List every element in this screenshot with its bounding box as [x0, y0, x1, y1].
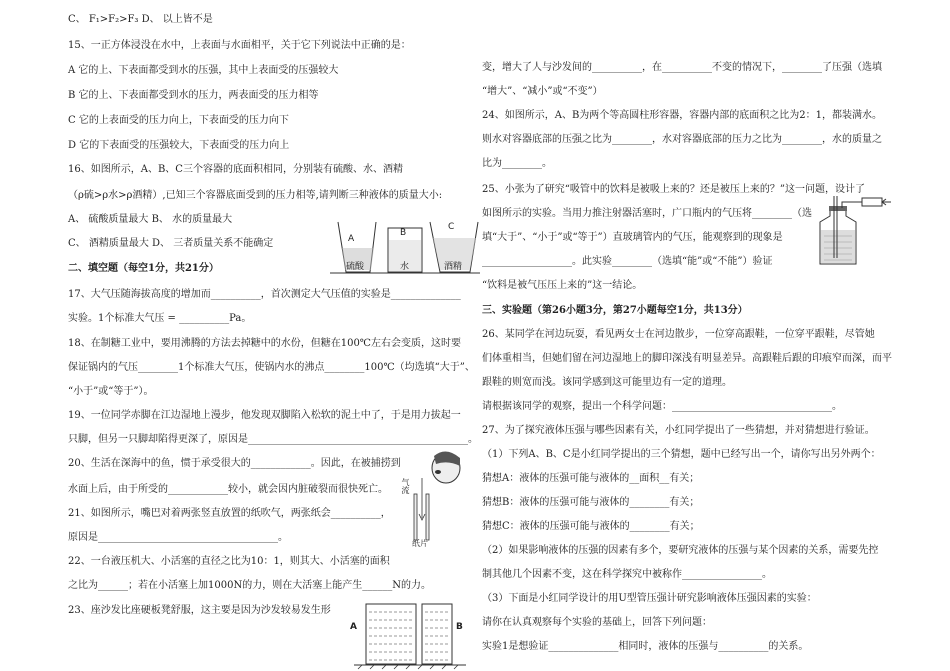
paper-label: 纸片	[412, 539, 428, 548]
q26-line2: 们体重相当，但她们留在河边湿地上的脚印深浅有明显差异。高跟鞋后跟的印痕窄而深，而平	[482, 353, 892, 364]
cylinder-b-label: B	[456, 622, 463, 632]
q18-line3: “小于”或“等于”）。	[68, 386, 154, 397]
water-label: 水	[400, 262, 410, 272]
alcohol-label: 酒精	[444, 262, 463, 272]
q24-cylinders-figure	[342, 600, 492, 670]
q27-part2-line1: （2）如果影响液体的压强的因素有多个，要研究液体的压强与某个因素的关系，需要先控	[482, 545, 879, 556]
q16-stem: 16、如图所示，A、B、C三个容器的底面积相同，分别装有硫酸、水、酒精	[68, 164, 403, 175]
q26-line1: 26、某同学在河边玩耍，看见两女士在河边散步，一位穿高跟鞋，一位穿平跟鞋，尽管她	[482, 329, 875, 340]
q15-stem: 15、一正方体浸没在水中，上表面与水面相平，关于它下列说法中正确的是：	[68, 40, 411, 51]
q26-question: 请根据该同学的观察，提出一个科学问题：________________________________。	[482, 401, 842, 412]
q16-containers-figure	[330, 218, 480, 276]
q25-line1: 25、小张为了研究“吸管中的饮料是被吸上来的？还是被压上来的？”这一问题，设计了	[482, 184, 865, 195]
q23-line2: 变，增大了人与沙发间的__________，在__________不变的情况下，________了压强（选填	[482, 62, 882, 73]
container-c-label: C	[448, 222, 455, 232]
q25-line2: 如图所示的实验。当用力推注射器活塞时，广口瓶内的气压将________（选	[482, 208, 812, 219]
q25-bottle-syringe-figure	[812, 196, 892, 266]
q23-line1: 23、座沙发比座硬板凳舒服，这主要是因为沙发较易发生形	[68, 605, 331, 616]
q27-hypothesis-a: 猜想A：液体的压强可能与液体的__面积__有关；	[482, 473, 700, 484]
q20-line1: 20、生活在深海中的鱼，惯于承受很大的____________。因此，在被捕捞到	[68, 458, 401, 469]
q27-stem: 27、为了探究液体压强与哪些因素有关，小红同学提出了一些猜想，并对猜想进行验证。	[482, 425, 875, 436]
q17-line1: 17、大气压随海拔高度的增加而__________，首次测定大气压值的实验是______________	[68, 289, 461, 300]
section-experiment-title: 三、实验题（第26小题3分，第27小题每空1分，共13分）	[482, 305, 748, 316]
q27-hypothesis-b: 猜想B：液体的压强可能与液体的________有关；	[482, 497, 700, 508]
q21-line2: 原因是____________________________________。	[68, 532, 288, 543]
left-column	[68, 0, 488, 671]
q18-line2: 保证锅内的气压________1个标准大气压，使锅内水的沸点________100℃（均选填“大于”、	[68, 362, 475, 373]
section-fill-blank-title: 二、填空题（每空1分，共21分）	[68, 263, 219, 274]
q27-part3-line2: 请你在认真观察每个实验的基础上，回答下列问题：	[482, 617, 712, 628]
q24-line2: 则水对容器底部的压强之比为________，水对容器底部的压力之比为________，水的质量之	[482, 134, 882, 145]
q21-line1: 21、如图所示，嘴巴对着两张竖直放置的纸吹气，两张纸会__________，	[68, 508, 391, 519]
q15-option-a: A 它的上、下表面都受到水的压强，其中上表面受的压强较大	[68, 65, 339, 76]
q15-option-d: D 它的下表面受的压强较大，下表面受的压力向上	[68, 140, 290, 151]
q24-line1: 24、如图所示，A、B为两个等高圆柱形容器，容器内部的底面积之比为2：1，都装满水。	[482, 110, 883, 121]
q22-line1: 22、一台液压机大、小活塞的直径之比为10：1，则其大、小活塞的面积	[68, 556, 390, 567]
q27-part1: （1）下列A、B、C是小红同学提出的三个猜想，题中已经写出一个，请你写出另外两个：	[482, 449, 881, 460]
q16-options-cd: C、 酒精质量最大 D、 三者质量关系不能确定	[68, 238, 274, 249]
q14-option-c-d: C、 F₁>F₂>F₃ D、 以上皆不是	[68, 14, 213, 25]
q27-part2-line2: 制其他几个因素不变，这在科学探究中被称作________________。	[482, 569, 772, 580]
cylinder-a-label: A	[350, 622, 357, 632]
container-a-label: A	[348, 234, 355, 244]
q20-line2: 水面上后，由于所受的____________较小，就会因内脏破裂而很快死亡。	[68, 484, 388, 495]
airflow-label: 气流	[401, 478, 410, 494]
q25-line3: 填“大于”、“小于”或“等于”）直玻璃管内的气压，能观察到的现象是	[482, 232, 783, 243]
q27-experiment1: 实验1是想验证______________相同时，液体的压强与__________的关系。	[482, 641, 809, 652]
q19-line1: 19、一位同学赤脚在江边湿地上漫步，他发现双脚陷入松软的泥土中了，于是用力拔起一	[68, 410, 461, 421]
q25-line4: __________________。此实验________（选填“能”或“不能”）验证	[482, 256, 773, 267]
q17-line2: 实验。1个标准大气压 = __________Pa。	[68, 313, 252, 324]
container-b-label: B	[400, 228, 407, 238]
q15-option-c: C 它的上表面受的压力向上，下表面受的压力向下	[68, 115, 289, 126]
q21-blowing-figure	[398, 448, 468, 548]
q27-hypothesis-c: 猜想C：液体的压强可能与液体的________有关；	[482, 521, 700, 532]
q18-line1: 18、在制糖工业中，要用沸腾的方法去掉糖中的水份，但糖在100℃左右会变质，这时要	[68, 338, 461, 349]
q26-line3: 跟鞋的则宽而浅。该同学感到这可能里边有一定的道理。	[482, 377, 732, 388]
q19-line2: 只脚，但另一只脚却陷得更深了，原因是____________________________________________。	[68, 434, 478, 445]
q23-line3: “增大”、“减小”或“不变”）	[482, 86, 603, 97]
q16-condition: （ρ硫>ρ水>ρ酒精）,已知三个容器底面受到的压力相等,请判断三种液体的质量大小:	[68, 190, 443, 201]
q15-option-b: B 它的上、下表面都受到水的压力，两表面受的压力相等	[68, 90, 319, 101]
q22-line2: 之比为______；若在小活塞上加1000N的力，则在大活塞上能产生______N的力。	[68, 580, 431, 591]
q27-part3-line1: （3）下面是小红同学设计的用U型管压强计研究影响液体压强因素的实验：	[482, 593, 817, 604]
q25-line5: “饮料是被气压压上来的”这一结论。	[482, 280, 643, 291]
q24-line3: 比为________。	[482, 158, 552, 169]
q16-options-ab: A、 硫酸质量最大 B、 水的质量最大	[68, 214, 233, 225]
sulfuric-acid-label: 硫酸	[346, 262, 365, 272]
